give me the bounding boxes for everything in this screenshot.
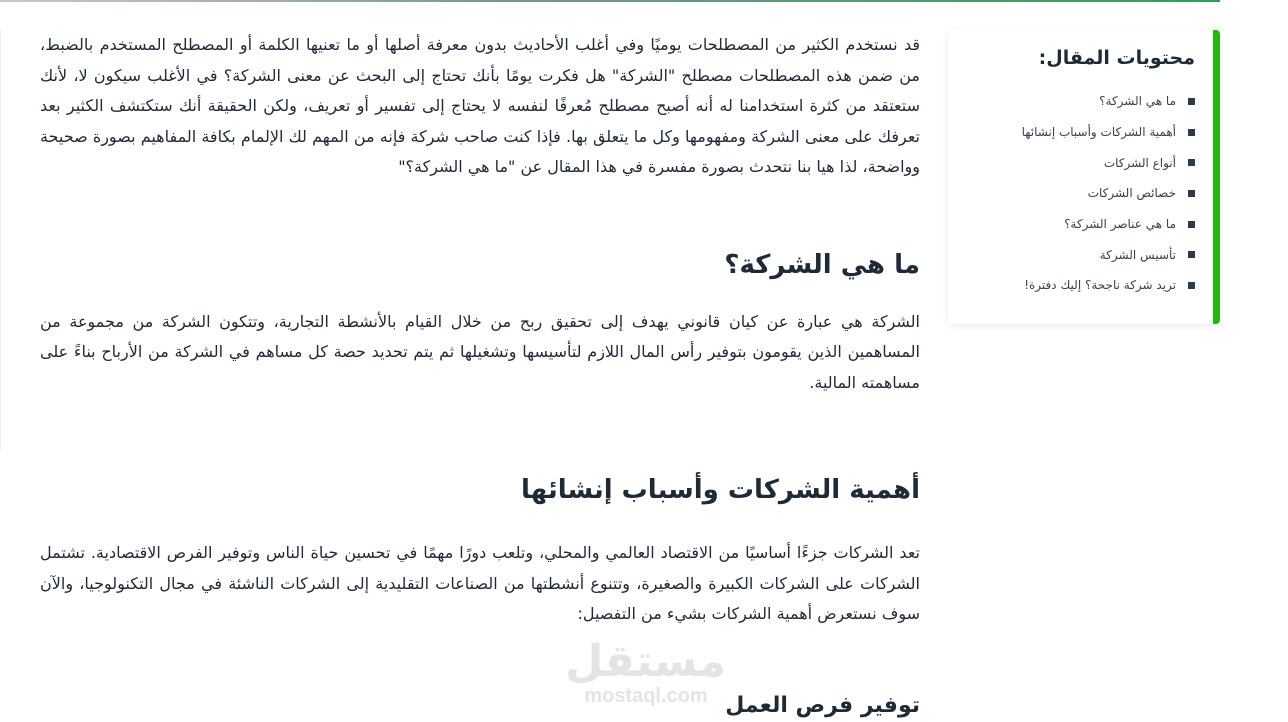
toc-item-label: ما هي عناصر الشركة؟: [1064, 217, 1176, 232]
toc-item-label: تأسيس الشركة: [1099, 247, 1176, 262]
square-bullet-icon: [1188, 159, 1195, 166]
toc-item-characteristics[interactable]: [962, 178, 1195, 209]
section-paragraph-importance: تعد الشركات جزءًا أساسيًا من الاقتصاد العالمي والمحلي، وتلعب دورًا مهمًا في تحسين حياة الناس وتوفير الفرص الاقتصادية. تشتمل الشركات على الشركات الكبيرة والصغيرة، وتتنوع أنشطتها من الصناعات التقليدية إلى الشركات الناشئة في مجال التكنولوجيا، والآن سوف نستعرض أهمية الشركات بشيء من التفصيل:: [40, 543, 920, 623]
square-bullet-icon: [1188, 221, 1195, 228]
watermark-latin: mostaql.com: [584, 685, 708, 707]
square-bullet-icon: [1188, 98, 1195, 105]
toc-item-founding[interactable]: [962, 239, 1195, 270]
toc-item-daftra[interactable]: [962, 270, 1195, 301]
toc-item-label: ما هي الشركة؟: [1099, 94, 1176, 109]
left-divider: [0, 30, 1, 450]
table-of-contents: [948, 30, 1220, 324]
toc-item-elements[interactable]: [962, 209, 1195, 240]
intro-paragraph: قد نستخدم الكثير من المصطلحات يوميًا وفي أغلب الأحاديث بدون معرفة أصلها أو ما تعنيها الكلمة أو المصطلح المستخدم بالضبط، من ضمن هذه المصطلحات مصطلح "الشركة" هل فكرت يومًا بأنك تحتاج إلى البحث عن معنى الشركة؟ في الأغلب سيكون لا، لأنك ستعتقد من كثرة استخدامنا له أنه أصبح مصطلح مُعرفًا لنفسه لا يحتاج إلى تفسير أو تعريف، ولكن الحقيقة أنك ستكتشف الكثير بعد تعرفك على معنى الشركة ومفهومها وكل ما يتعلق بها. فإذا كنت صاحب شركة فإنه من المهم لك الإلمام بكافة المفاهيم بصورة صحيحة وواضحة، لذا هيا بنا نتحدث بصورة مفسرة في هذا المقال عن "ما هي الشركة؟": [40, 35, 920, 176]
section-heading-job-opportunities: توفير فرص العمل: [725, 692, 920, 718]
section-paragraph-what-is-company: الشركة هي عبارة عن كيان قانوني يهدف إلى تحقيق ربح من خلال القيام بالأنشطة التجارية، وتتكون الشركة من مجموعة من المساهمين الذين يقومون بتوفير رأس المال اللازم لتأسيسها وتشغيلها ثم يتم تحديد حصة كل مساهم في الشركة من الأرباح بناءً على مساهمته المالية.: [40, 311, 920, 392]
toc-item-label: خصائص الشركات: [1087, 186, 1176, 201]
section-heading-what-is-company: ما هي الشركة؟: [724, 249, 920, 280]
toc-item-what-is-company[interactable]: [962, 86, 1195, 117]
toc-item-types[interactable]: [962, 147, 1195, 178]
toc-title: محتويات المقال:: [1038, 47, 1195, 69]
article-content: [40, 30, 920, 722]
toc-item-label: أهمية الشركات وأسباب إنشائها: [1021, 125, 1176, 140]
toc-item-label: أنواع الشركات: [1103, 155, 1176, 170]
square-bullet-icon: [1188, 282, 1195, 289]
watermark-arabic: مستقل: [565, 636, 726, 687]
toc-item-label: تريد شركة ناجحة؟ إليك دفترة!: [1024, 278, 1176, 293]
section-heading-importance: أهمية الشركات وأسباب إنشائها: [521, 475, 920, 505]
toc-item-importance[interactable]: [962, 117, 1195, 148]
square-bullet-icon: [1188, 129, 1195, 136]
square-bullet-icon: [1188, 190, 1195, 197]
top-accent-bar: [0, 0, 1220, 2]
square-bullet-icon: [1188, 251, 1195, 258]
toc-list: [962, 86, 1195, 301]
